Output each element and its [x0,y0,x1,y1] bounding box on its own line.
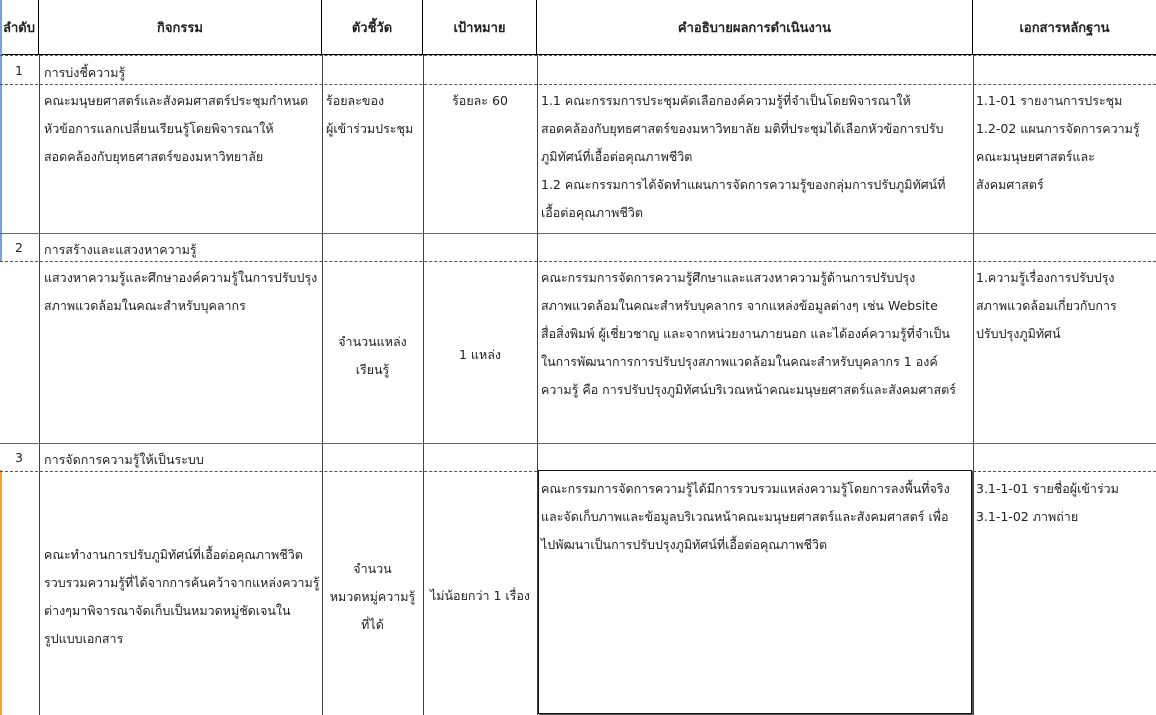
description-text: คณะกรรมการจัดการความรู้ได้มีการรวบรวมแหล่งความรู้โดยการลงพื้นที่จริง และจัดเก็บภาพและข้อมูลบริเวณหน้าคณะมนุษยศาสตร์และสังคมศาสตร์ เพื่อ ไปพัฒนาเป็นการปรับปรุงภูมิทัศน์ที่เอื้อต่อคุณภาพชีวิต [541,481,950,552]
activity-text: คณะทำงานการปรับภูมิทัศน์ที่เอื้อต่อคุณภาพชีวิต รวบรวมความรู้ที่ได้จากการค้นคว้าจากแหล่งความรู้ ต่างๆมาพิจารณาจัดเก็บเป็นหมวดหมู่ชัดเจนใน รูปแบบเอกสาร [44,547,320,646]
row-separator [0,233,1156,234]
evidence-text: 3.1-1-01 รายชื่อผู้เข้าร่วม 3.1-1-02 ภาพถ่าย [976,481,1119,524]
section-title: การสร้างและแสวงหาความรู้ [44,242,197,257]
section-number: 3 [15,450,23,465]
header-activity: กิจกรรม [39,0,322,55]
target-text: ไม่น้อยกว่า 1 เรื่อง [429,588,530,603]
row-separator [0,84,1156,85]
grid-line [973,55,974,715]
activity-text: แสวงหาความรู้และศึกษาองค์ความรู้ในการปรับปรุง สภาพแวดล้อมในคณะสำหรับบุคลากร [44,270,318,313]
indicator-text: ร้อยละของ ผู้เข้าร่วมประชุม [326,93,414,136]
indicator-text: จำนวน หมวดหมู่ความรู้ ที่ได้ [329,561,416,632]
row-separator [0,443,1156,444]
section-title: การจัดการความรู้ให้เป็นระบบ [44,452,204,467]
target-text: ร้อยละ 60 [452,93,508,108]
header-evidence: เอกสารหลักฐาน [973,0,1156,55]
row-separator [0,261,1156,262]
row-separator [0,471,537,472]
description-text: 1.1 คณะกรรมการประชุมคัดเลือกองค์ความรู้ที่จำเป็นโดยพิจารณาให้ สอดคล้องกับยุทธศาสตร์ของมหาวิทยาลัย มติที่ประชุมได้เลือกหัวข้อการปรับ ภูมิทัศน์ที่เอื้อต่อคุณภาพชีวิต 1.2 คณะกรรมการได้จัดทำแผนการจัดการความรู้ของกลุ่มการปรับภูมิทัศน์ที่ เอื้อต่อคุณภาพชีวิต [541,93,946,220]
grid-line [423,55,424,715]
grid-line [39,55,40,715]
header-no: ลำดับ [0,0,39,55]
description-text: คณะกรรมการจัดการความรู้ศึกษาและแสวงหาความรู้ด้านการปรับปรุง สภาพแวดล้อมในคณะสำหรับบุคลากร จากแหล่งข้อมูลต่างๆ เช่น Website สื่อสิ่งพิมพ์ ผู้เชี่ยวชาญ และจากหน่วยงานภายนอก และได้องค์ความรู้ที่จำเป็น ในการพัฒนาการการปรับปรุงสภาพแวดล้อมในคณะสำหรับบุคลากร 1 องค์ ความรู้ คือ การปรับปรุงภูมิทัศน์บริเวณหน้าคณะมนุษยศาสตร์และสังคมศาสตร์ [541,270,956,397]
header-indicator: ตัวชี้วัด [322,0,423,55]
row-separator [0,55,1156,56]
section-number: 2 [15,240,23,255]
evidence-text: 1.1-01 รายงานการประชุม 1.2-02 แผนการจัดการความรู้ คณะมนุษยศาสตร์และ สังคมศาสตร์ [976,93,1140,192]
header-description: คำอธิบายผลการดำเนินงาน [537,0,973,55]
row-accent [0,470,2,715]
section-title: การบ่งชี้ความรู้ [44,65,126,80]
row-accent [0,0,2,262]
evidence-text: 1.ความรู้เรื่องการปรับปรุง สภาพแวดล้อมเกี่ยวกับการ ปรับปรุงภูมิทัศน์ [976,270,1117,341]
activity-text: คณะมนุษยศาสตร์และสังคมศาสตร์ประชุมกำหนด หัวข้อการแลกเปลี่ยนเรียนรู้โดยพิจารณาให้ สอดคล้องกับยุทธศาสตร์ของมหาวิทยาลัย [44,93,309,164]
row-separator [973,471,1156,472]
header-target: เป้าหมาย [423,0,537,55]
section-number: 1 [15,63,23,78]
indicator-text: จำนวนแหล่ง เรียนรู้ [338,334,407,377]
target-text: 1 แหล่ง [459,347,501,362]
